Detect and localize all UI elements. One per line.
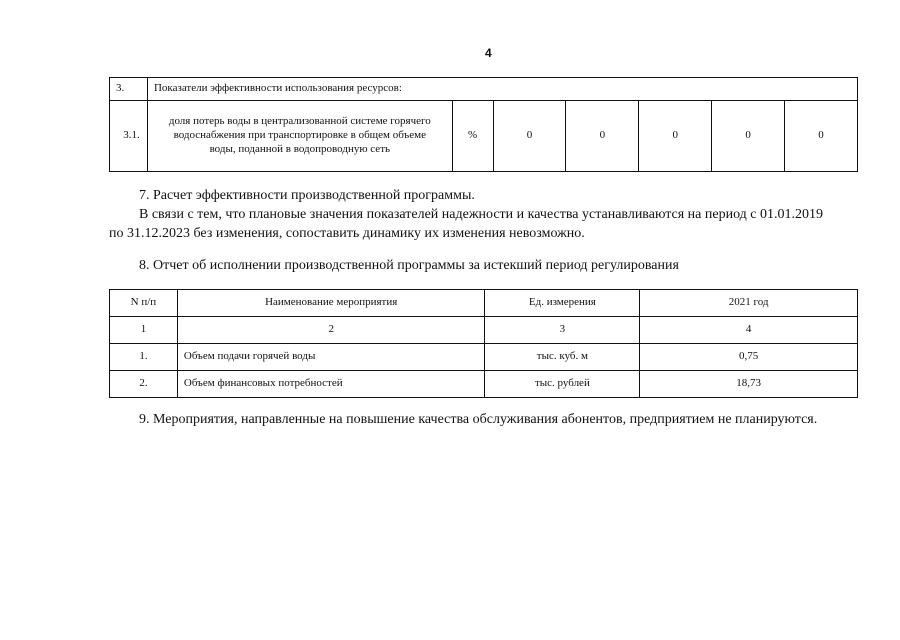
row-value: 0	[493, 101, 566, 172]
section-number: 3.	[110, 78, 148, 101]
page-number: 4	[485, 46, 492, 60]
index-cell: 1	[110, 317, 178, 344]
row-unit: тыс. куб. м	[485, 344, 640, 371]
table-row	[110, 101, 858, 172]
section8-heading: 8. Отчет об исполнении производственной программы за истекший период регулирования	[139, 258, 679, 273]
row-value: 0,75	[640, 344, 858, 371]
row-unit: тыс. рублей	[485, 371, 640, 398]
table-section-row	[110, 78, 858, 101]
table-index-row	[110, 317, 858, 344]
index-cell: 2	[177, 317, 485, 344]
row-number: 1.	[110, 344, 178, 371]
row-number: 2.	[110, 371, 178, 398]
indicators-table	[109, 77, 858, 172]
row-unit: %	[452, 101, 493, 172]
row-value: 0	[785, 101, 858, 172]
table-header-row	[110, 290, 858, 317]
row-name: Объем подачи горячей воды	[177, 344, 485, 371]
row-value: 0	[639, 101, 712, 172]
table-row	[110, 371, 858, 398]
column-header: N п/п	[110, 290, 178, 317]
row-value: 0	[712, 101, 785, 172]
section7-heading: 7. Расчет эффективности производственной программы.	[139, 188, 475, 203]
table-row	[110, 344, 858, 371]
column-header: 2021 год	[640, 290, 858, 317]
row-number: 3.1.	[110, 101, 148, 172]
index-cell: 4	[640, 317, 858, 344]
index-cell: 3	[485, 317, 640, 344]
column-header: Наименование мероприятия	[177, 290, 485, 317]
row-value: 0	[566, 101, 639, 172]
column-header: Ед. измерения	[485, 290, 640, 317]
section-title: Показатели эффективности использования ресурсов:	[147, 78, 857, 101]
section7-text-line2: по 31.12.2023 без изменения, сопоставить динамику их изменения невозможно.	[109, 226, 585, 241]
row-value: 18,73	[640, 371, 858, 398]
section9-text: 9. Мероприятия, направленные на повышение качества обслуживания абонентов, предприятием не планируются.	[139, 412, 818, 427]
row-description: доля потерь воды в централизованной системе горячего водоснабжения при транспортировке в общем объеме воды, поданной в водопроводную сеть	[147, 101, 452, 172]
section7-text-line1: В связи с тем, что плановые значения показателей надежности и качества устанавливаются на период с 01.01.2019	[139, 207, 824, 222]
report-table	[109, 289, 858, 398]
row-name: Объем финансовых потребностей	[177, 371, 485, 398]
